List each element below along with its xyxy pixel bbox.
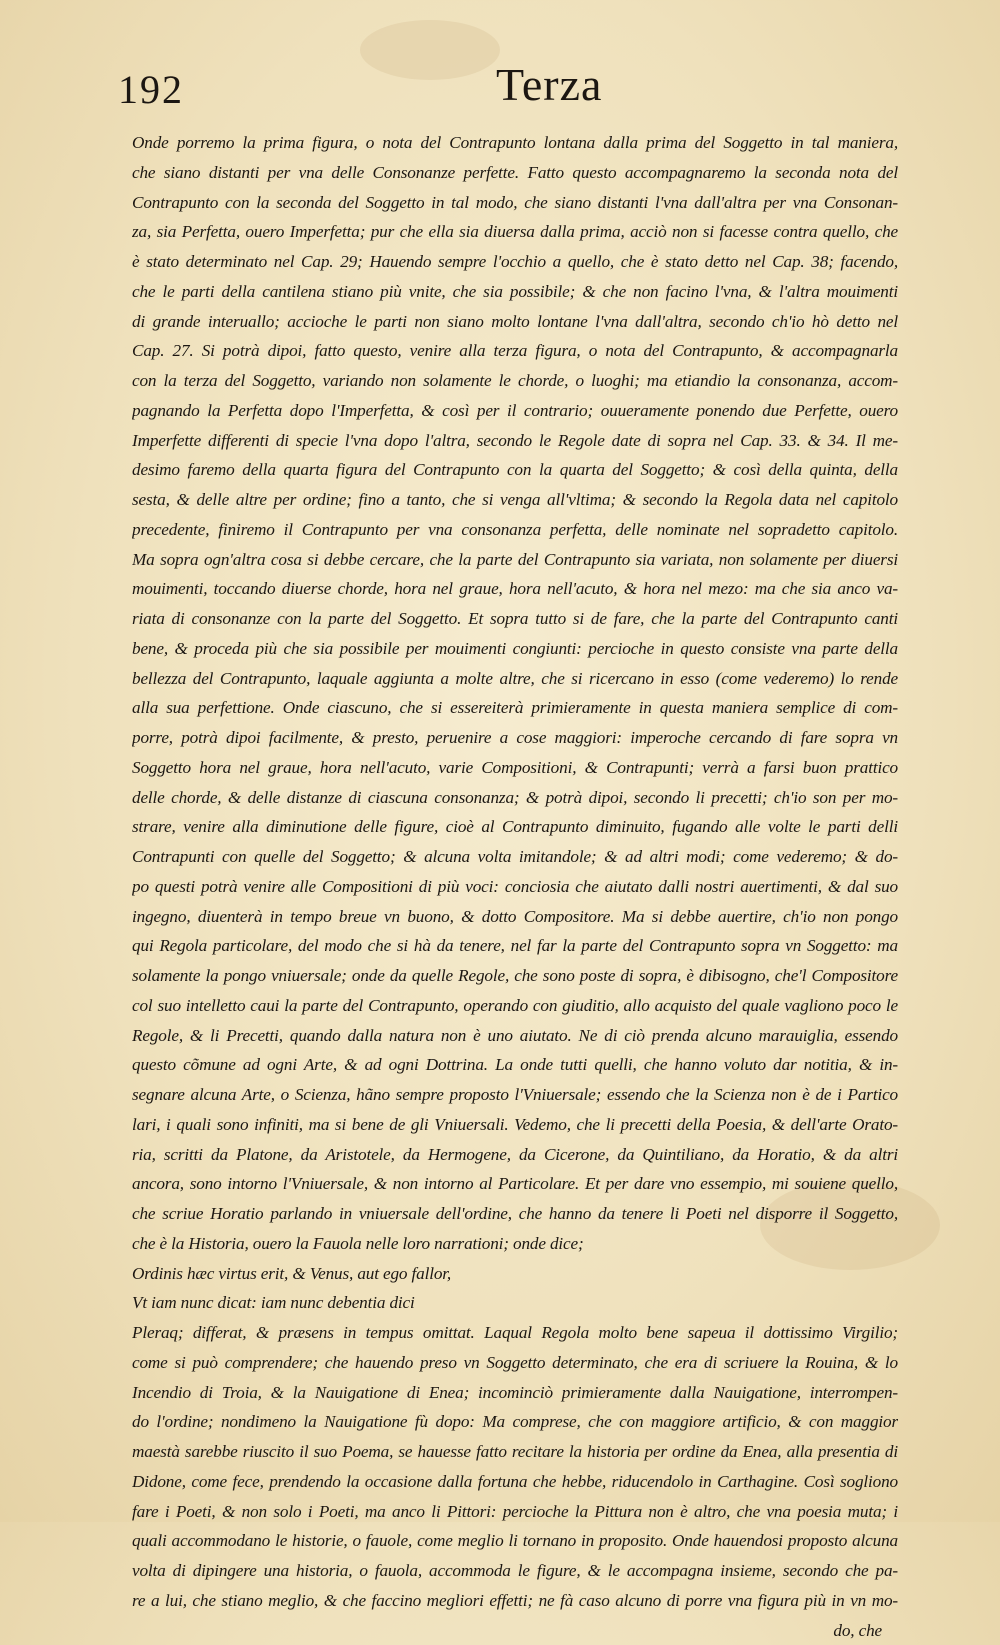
text-line: Contrapunto con la seconda del Soggetto in tal modo, che siano distanti l'vna dall'altra per vna Consonan- (132, 188, 898, 218)
text-line: che è la Historia, ouero la Fauola nelle loro narrationi; onde dice; (132, 1229, 898, 1259)
page-number: 192 (118, 66, 184, 113)
text-line: precedente, finiremo il Contrapunto per vna consonanza perfetta, delle nominate nel sopradetto capitolo. (132, 515, 898, 545)
body-text (132, 128, 898, 1645)
text-line: do l'ordine; nondimeno la Nauigatione fù dopo: Ma comprese, che con maggiore artificio, & con maggior (132, 1407, 898, 1437)
text-line: ancora, sono intorno l'Vniuersale, & non intorno al Particolare. Et per dare vno essempio, mi souiene quello, (132, 1169, 898, 1199)
text-line: desimo faremo della quarta figura del Contrapunto con la quarta del Soggetto; & così della quinta, della (132, 455, 898, 485)
text-line: con la terza del Soggetto, variando non solamente le chorde, o luoghi; ma etiandio la consonanza, accom- (132, 366, 898, 396)
running-title: Terza (496, 58, 602, 111)
text-line: come si può comprendere; che hauendo preso vn Soggetto determinato, che era di scriuere la Rouina, & lo (132, 1348, 898, 1378)
text-line: solamente la pongo vniuersale; onde da quelle Regole, che sono poste di sopra, è dibisogno, che'l Compositore (132, 961, 898, 991)
text-line: ria, scritti da Platone, da Aristotele, da Hermogene, da Cicerone, da Quintiliano, da Horatio, & da altri (132, 1140, 898, 1170)
text-line: che siano distanti per vna delle Consonanze perfette. Fatto questo accompagnaremo la seconda nota del (132, 158, 898, 188)
text-line: ingegno, diuenterà in tempo breue vn buono, & dotto Compositore. Ma si debbe auertire, ch'io non pongo (132, 902, 898, 932)
text-line: Pleraq; differat, & præsens in tempus omittat. Laqual Regola molto bene sapeua il dottissimo Virgilio; (132, 1318, 898, 1348)
text-line: delle chorde, & delle distanze di ciascuna consonanza; & potrà dipoi, secondo li precetti; ch'io son per mo- (132, 783, 898, 813)
text-line: col suo intelletto caui la parte del Contrapunto, operando con giuditio, allo acquisto del quale vagliono poco le (132, 991, 898, 1021)
text-line: Ma sopra ogn'altra cosa si debbe cercare, che la parte del Contrapunto sia variata, non solamente per diuersi (132, 545, 898, 575)
text-line: che le parti della cantilena stiano più vnite, che sia possibile; & che non facino l'vna, & l'altra mouimenti (132, 277, 898, 307)
text-line: bellezza del Contrapunto, laquale aggiunta a molte altre, che si ricercano in esso (come vederemo) lo rende (132, 664, 898, 694)
text-line: alla sua perfettione. Onde ciascuno, che si essereiterà primieramente in questa maniera semplice di com- (132, 693, 898, 723)
text-line: re a lui, che stiano meglio, & che faccino megliori effetti; ne fà caso alcuno di porre vna figura più in vn mo- (132, 1586, 898, 1616)
text-line: quali accommodano le historie, o fauole, come meglio li tornano in proposito. Onde hauendosi proposto alcuna (132, 1526, 898, 1556)
text-line: strare, venire alla diminutione delle figure, cioè al Contrapunto diminuito, fugando alle volte le parti delli (132, 812, 898, 842)
text-line: Didone, come fece, prendendo la occasione dalla fortuna che hebbe, riducendolo in Carthagine. Così sogliono (132, 1467, 898, 1497)
verse-line: Vt iam nunc dicat: iam nunc debentia dici (132, 1288, 898, 1318)
text-line: bene, & proceda più che sia possibile per mouimenti congiunti: percioche in questo consiste vna parte della (132, 634, 898, 664)
text-line: Imperfette differenti di specie l'vna dopo l'altra, secondo le Regole date di sopra nel Cap. 33. & 34. Il me- (132, 426, 898, 456)
text-line: sesta, & delle altre per ordine; fino a tanto, che si venga all'vltima; & secondo la Regola data nel capitolo (132, 485, 898, 515)
text-line: po questi potrà venire alle Compositioni di più voci: conciosia che aiutato dalli nostri auertimenti, & dal suo (132, 872, 898, 902)
text-line: porre, potrà dipoi facilmente, & presto, peruenire a cose maggiori: imperoche cercando di fare sopra vn (132, 723, 898, 753)
text-line: za, sia Perfetta, ouero Imperfetta; pur che ella sia diuersa dalla prima, acciò non si facesse contra quello, che (132, 217, 898, 247)
text-line: che scriue Horatio parlando in vniuersale dell'ordine, che hanno da tenere li Poeti nel disporre il Soggetto, (132, 1199, 898, 1229)
text-line: riata di consonanze con la parte del Soggetto. Et sopra tutto si de fare, che la parte del Contrapunto canti (132, 604, 898, 634)
text-line: questo cõmune ad ogni Arte, & ad ogni Dottrina. La onde tutti quelli, che hanno voluto dar notitia, & in- (132, 1050, 898, 1080)
verse-line: Ordinis hæc virtus erit, & Venus, aut ego fallor, (132, 1259, 898, 1289)
text-line: Onde porremo la prima figura, o nota del Contrapunto lontana dalla prima del Soggetto in tal maniera, (132, 128, 898, 158)
text-line: pagnando la Perfetta dopo l'Imperfetta, & così per il contrario; ouueramente ponendo due Perfette, ouero (132, 396, 898, 426)
text-line: volta di dipingere una historia, o fauola, accommoda le figure, & le accompagna insieme, secondo che pa- (132, 1556, 898, 1586)
text-line: Incendio di Troia, & la Nauigatione di Enea; incominciò primieramente dalla Nauigatione, interrompen- (132, 1378, 898, 1408)
text-line: fare i Poeti, & non solo i Poeti, ma anco li Pittori: percioche la Pittura non è altro, che vna poesia muta; i (132, 1497, 898, 1527)
text-line: Soggetto hora nel graue, hora nell'acuto, varie Compositioni, & Contrapunti; verrà a farsi buon prattico (132, 753, 898, 783)
text-line: Cap. 27. Si potrà dipoi, fatto questo, venire alla terza figura, o nota del Contrapunto, & accompagnarla (132, 336, 898, 366)
text-line: è stato determinato nel Cap. 29; Hauendo sempre l'occhio a quello, che è stato detto nel Cap. 38; facendo, (132, 247, 898, 277)
text-line: qui Regola particolare, del modo che si hà da tenere, nel far la parte del Contrapunto sopra vn Soggetto: ma (132, 931, 898, 961)
text-line: segnare alcuna Arte, o Scienza, hãno sempre proposto l'Vniuersale; essendo che la Scienza non è de i Partico (132, 1080, 898, 1110)
page-header (118, 58, 898, 118)
text-line: Contrapunti con quelle del Soggetto; & alcuna volta imitandole; & ad altri modi; come vederemo; & do- (132, 842, 898, 872)
text-line: lari, i quali sono infiniti, ma si bene de gli Vniuersali. Vedemo, che li precetti della Poesia, & dell'arte Orato- (132, 1110, 898, 1140)
text-line: di grande interuallo; accioche le parti non siano molto lontane l'vna dall'altra, secondo ch'io hò detto nel (132, 307, 898, 337)
catchword: do, che (132, 1616, 898, 1645)
text-line: mouimenti, toccando diuerse chorde, hora nel graue, hora nell'acuto, & hora nel mezo: ma che sia anco va- (132, 574, 898, 604)
text-line: Regole, & li Precetti, quando dalla natura non è uno aiutato. Ne di ciò prenda alcuno marauiglia, essendo (132, 1021, 898, 1051)
text-line: maestà sarebbe riuscito il suo Poema, se hauesse fatto recitare la historia per ordine da Enea, alla presentia di (132, 1437, 898, 1467)
